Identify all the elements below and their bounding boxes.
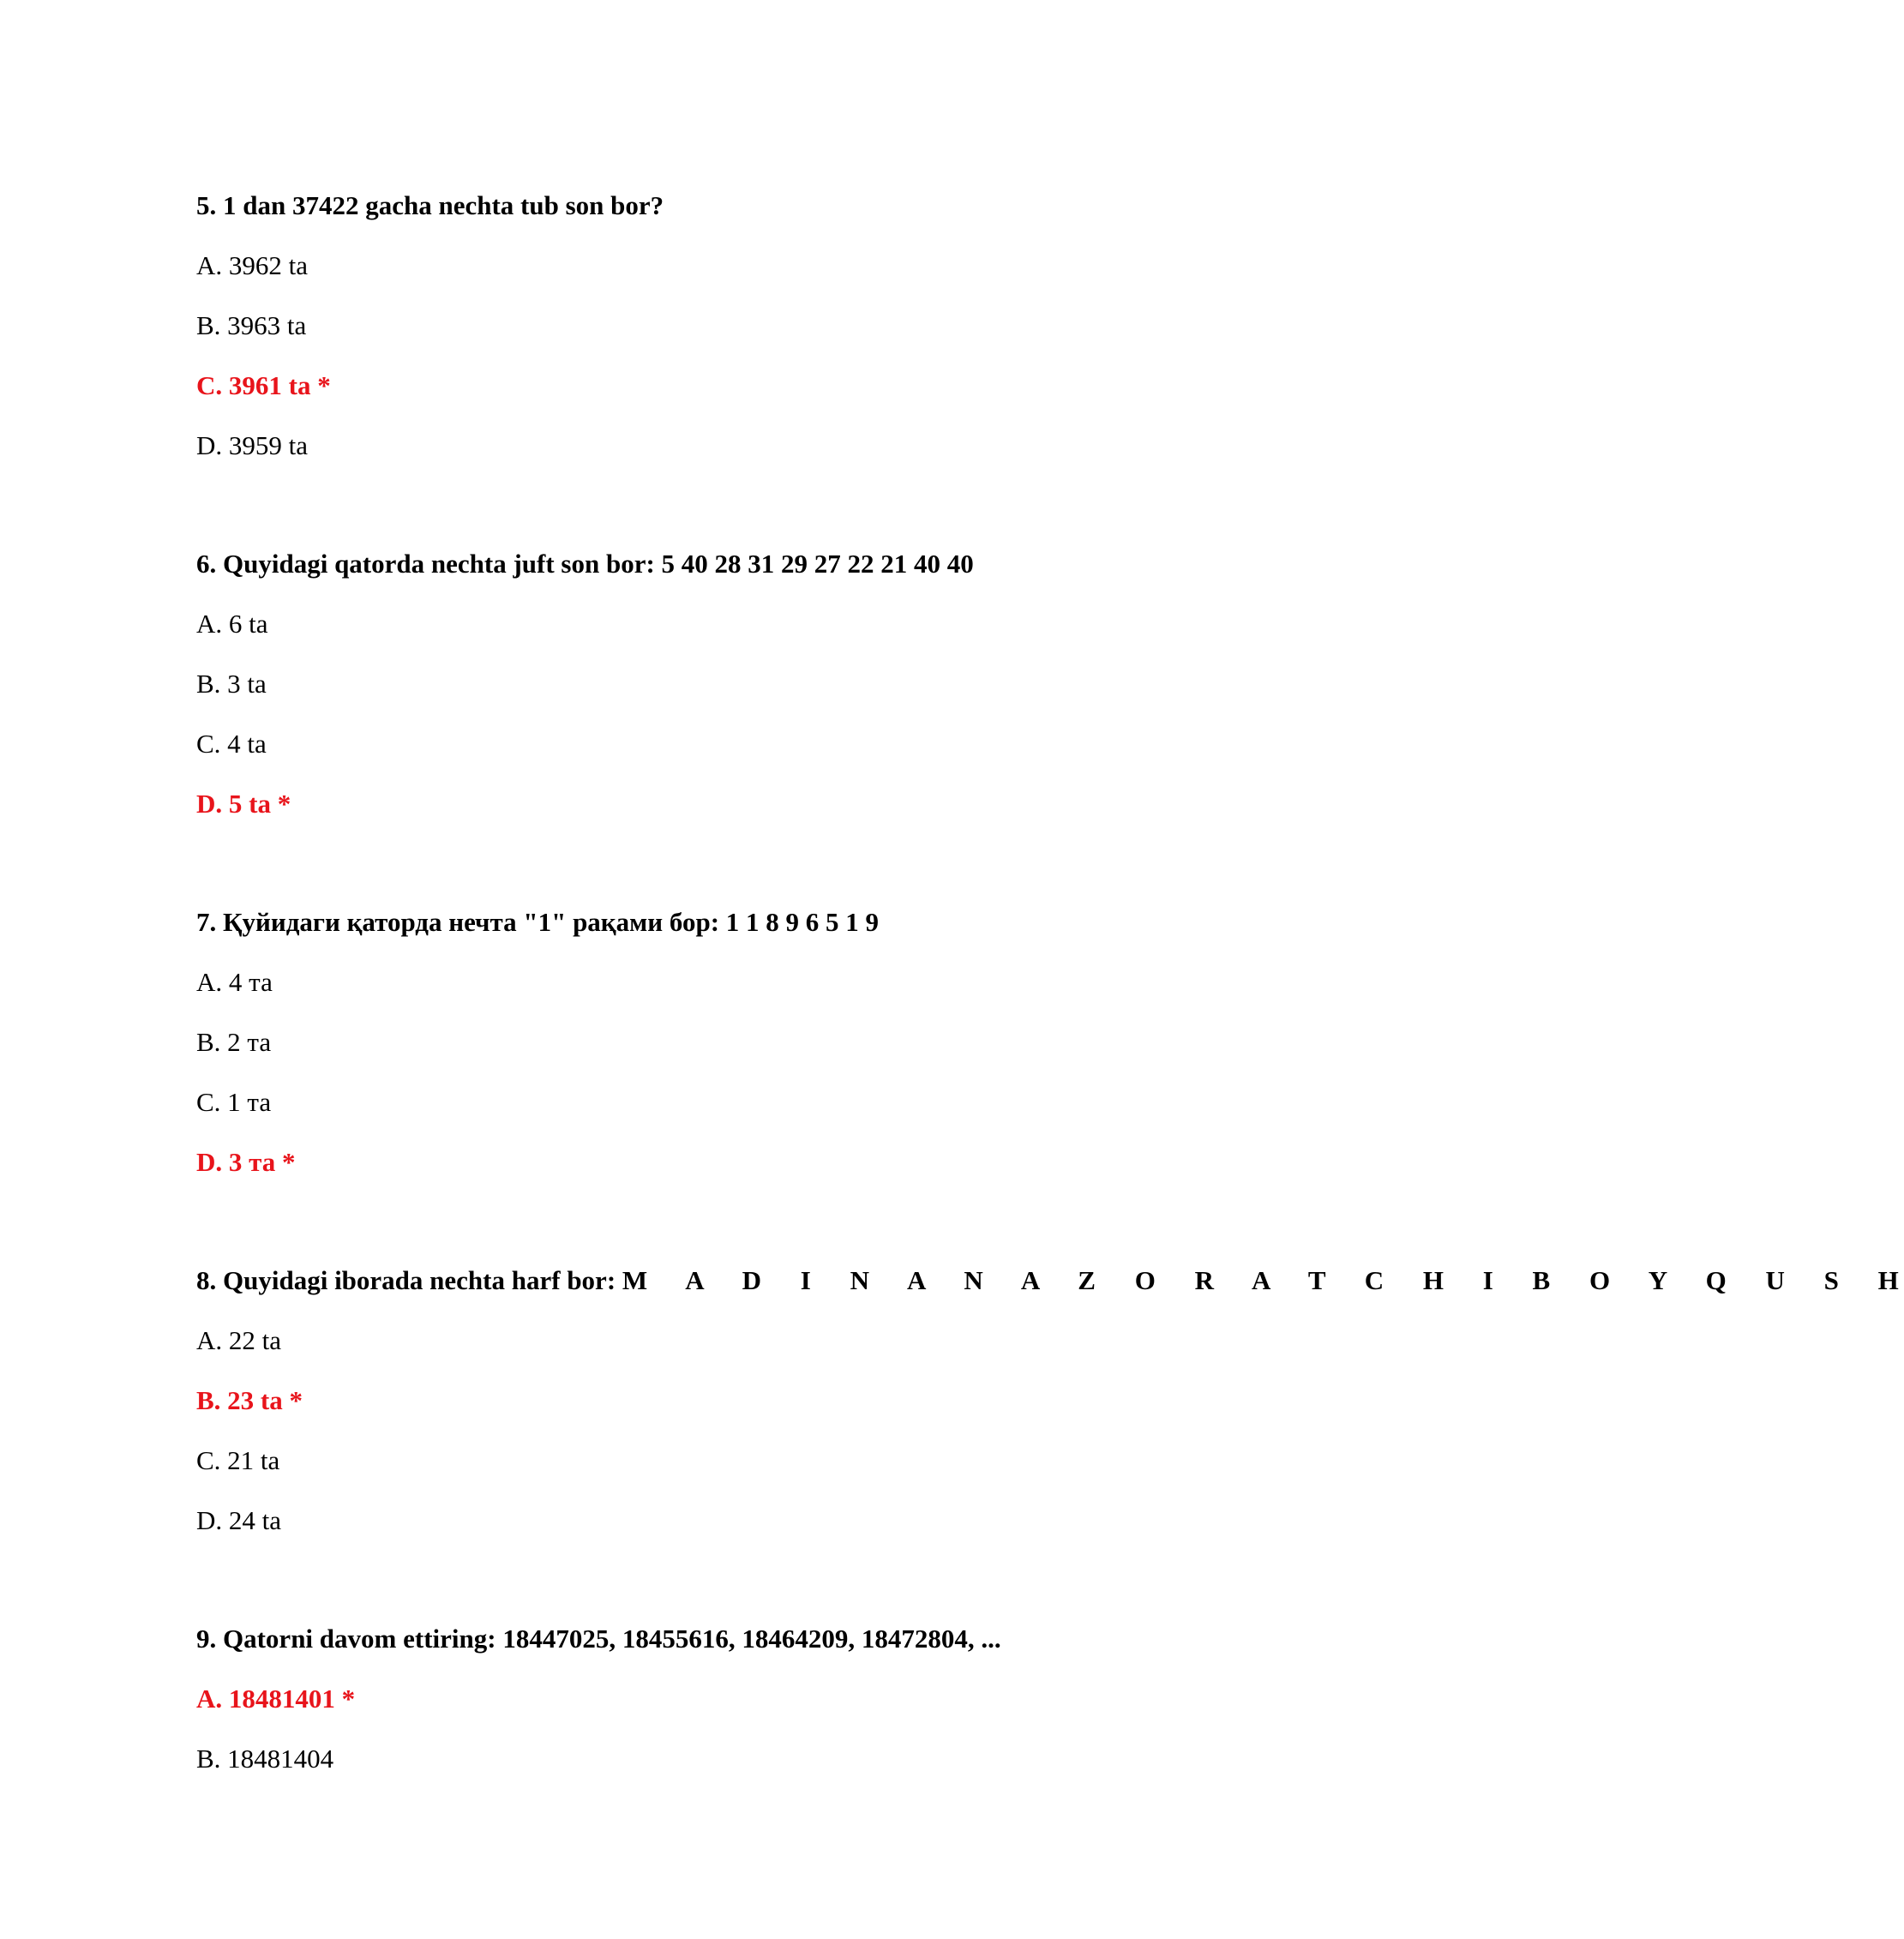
option-c: C. 21 ta (196, 1445, 280, 1475)
option-c-correct: C. 3961 ta * (196, 370, 331, 400)
question-8 (196, 1264, 1904, 1538)
option-c: C. 1 та (196, 1087, 272, 1117)
option-b: B. 3963 ta (196, 310, 307, 340)
question-text: 5. 1 dan 37422 gacha nechta tub son bor? (196, 190, 664, 220)
question-text: 7. Қуйидаги қаторда нечта "1" рақами бор: 1 1 8 9 6 5 1 9 (196, 907, 880, 937)
letter-phrase: M A D I N A N A Z O R A T C H I B O Y Q U S H (622, 1265, 1904, 1295)
option-a: A. 6 ta (196, 609, 268, 639)
option-a: A. 22 ta (196, 1325, 282, 1355)
option-d-correct: D. 5 ta * (196, 789, 291, 819)
option-b-correct: B. 23 ta * (196, 1385, 303, 1415)
option-d: D. 24 ta (196, 1505, 282, 1535)
option-a-correct: A. 18481401 * (196, 1684, 356, 1714)
question-text (196, 1264, 1904, 1298)
question-5 (196, 189, 1345, 463)
option-b: B. 3 ta (196, 669, 267, 699)
option-b: B. 2 та (196, 1027, 272, 1057)
question-6 (196, 547, 1345, 821)
option-b: B. 18481404 (196, 1744, 334, 1774)
question-text: 6. Quyidagi qatorda nechta juft son bor: 5 40 28 31 29 27 22 21 40 40 (196, 549, 974, 579)
question-text: 9. Qatorni davom ettiring: 18447025, 18455616, 18464209, 18472804, ... (196, 1624, 1001, 1654)
option-a: A. 3962 ta (196, 250, 309, 280)
option-d: D. 3959 ta (196, 430, 309, 460)
question-prefix: 8. Quyidagi iborada nechta harf bor: (196, 1265, 622, 1295)
question-9 (196, 1622, 1345, 1776)
option-a: A. 4 та (196, 967, 273, 997)
option-d-correct: D. 3 та * (196, 1147, 296, 1177)
option-c: C. 4 ta (196, 729, 267, 759)
question-7 (196, 905, 1345, 1180)
